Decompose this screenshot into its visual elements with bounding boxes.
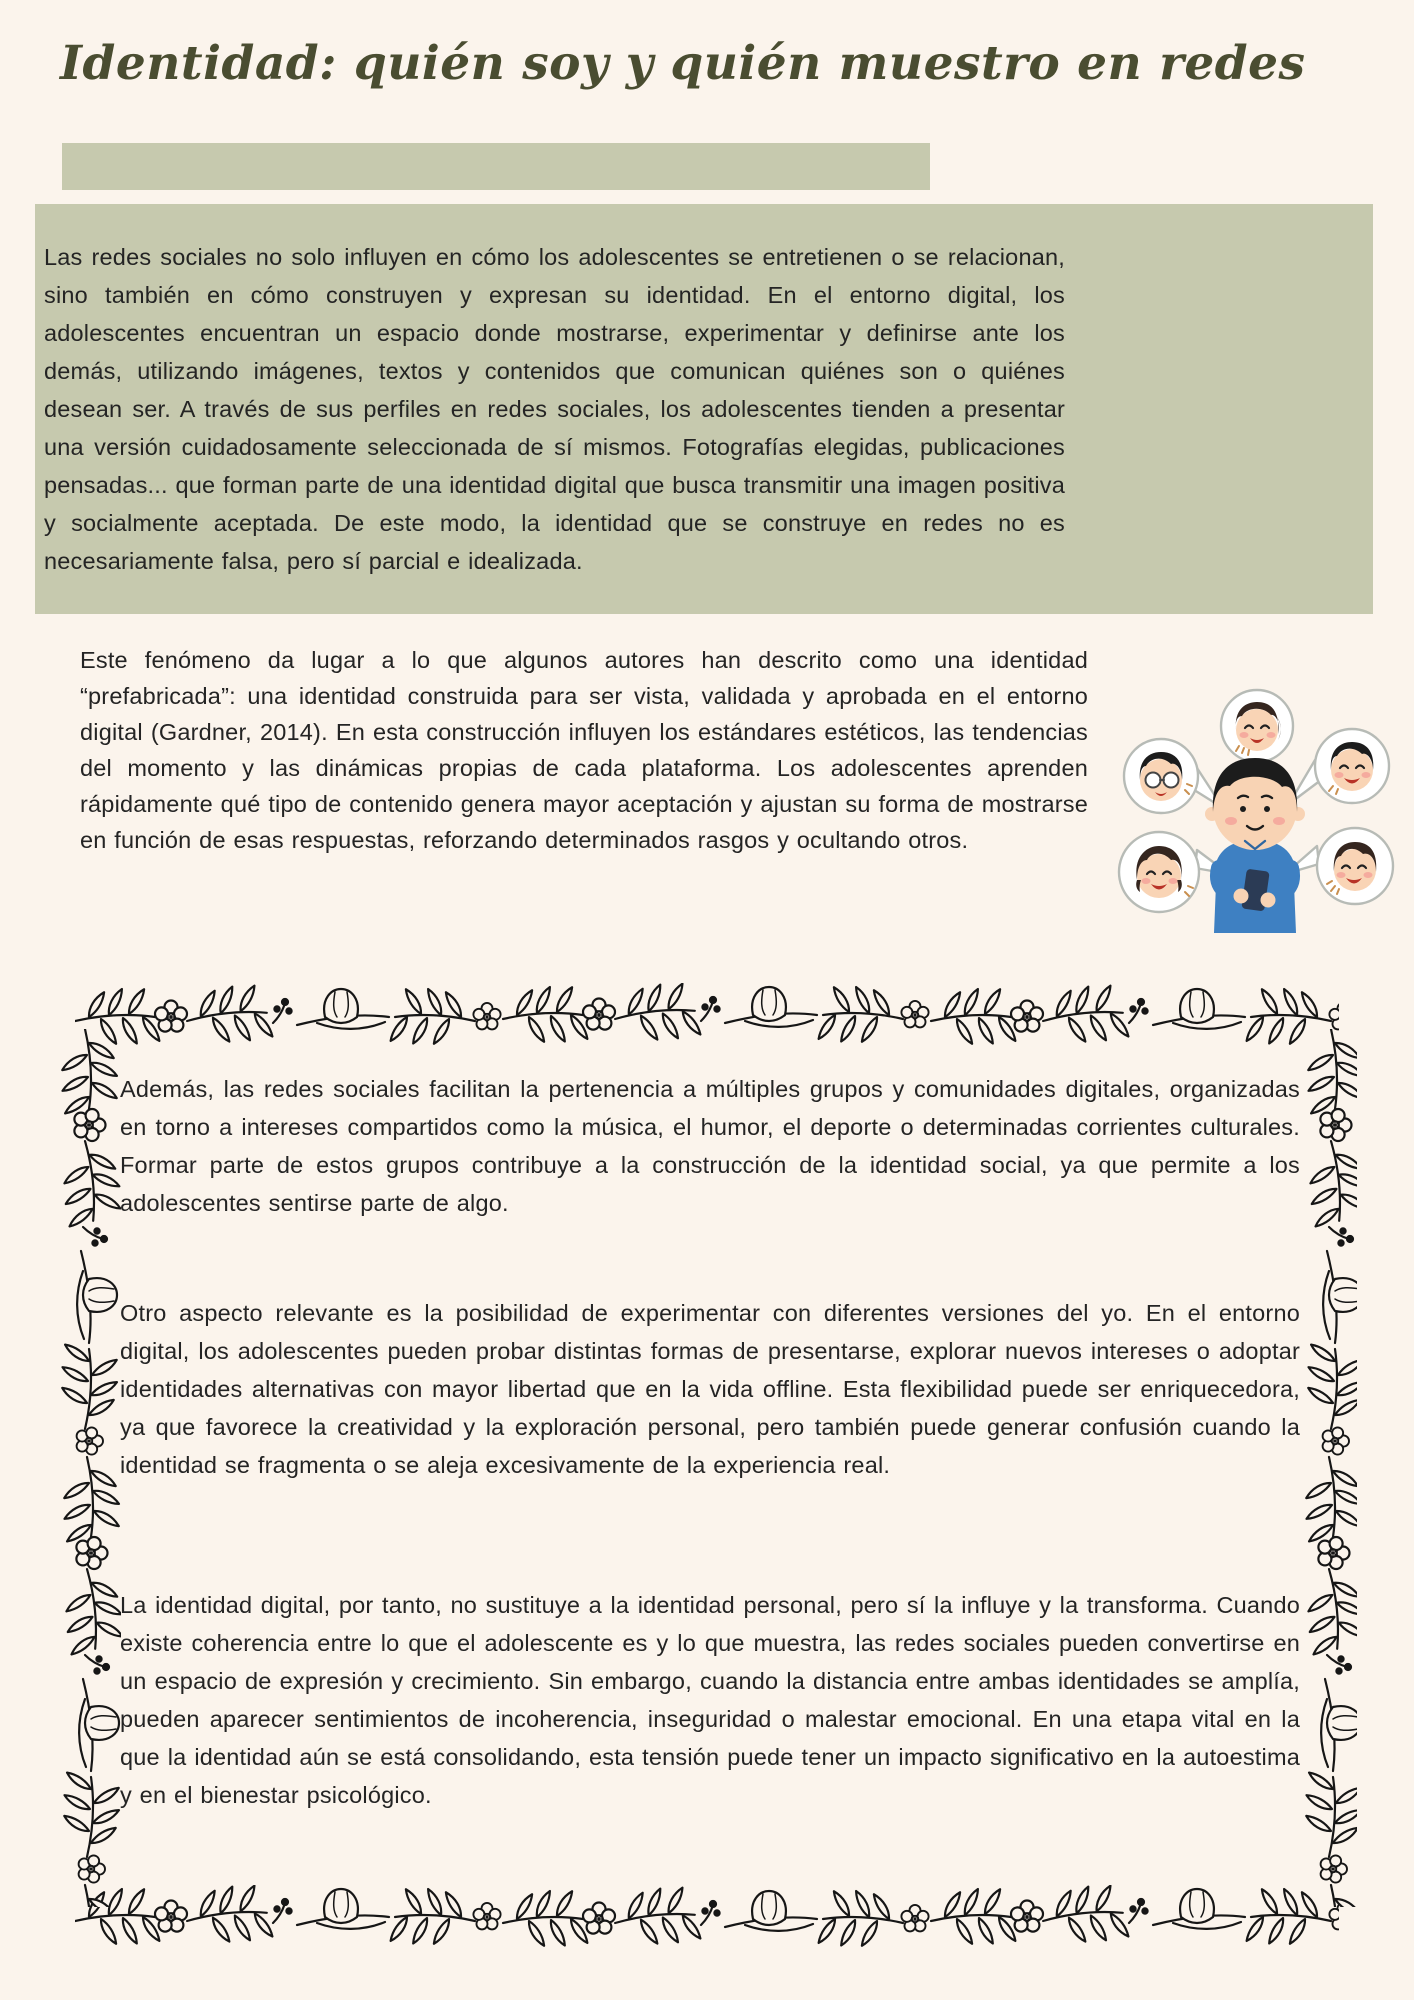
- title-underline-bar: [62, 143, 930, 190]
- intro-paragraph: Las redes sociales no solo influyen en cómo los adolescentes se entretienen o se relacionan, sino también en cómo construyen y expresan su identidad. En el entorno digital, los adolescentes encuentran un espacio donde mostrarse, experimentar y definirse ante los demás, utilizando imágenes, textos y contenidos que comunican quiénes son o quiénes desean ser. A través de sus perfiles en redes sociales, los adolescentes tienden a presentar una versión cuidadosamente seleccionada de sí mismos. Fotografías elegidas, publicaciones pensadas... que forman parte de una identidad digital que busca transmitir una imagen positiva y socialmente aceptada. De este modo, la identidad que se construye en redes no es necesariamente falsa, pero sí parcial e idealizada.: [44, 244, 1065, 574]
- page-title: Identidad: quién soy y quién muestro en redes: [60, 36, 1306, 91]
- digital-identity-paragraph: La identidad digital, por tanto, no sustituye a la identidad personal, pero sí la influye y la transforma. Cuando existe coherencia entre lo que el adolescente es y lo que muestra, las redes sociales pueden convertirse en un espacio de expresión y crecimiento. Sin embargo, cuando la distancia entre ambas identidades se amplía, pueden aparecer sentimientos de incoherencia, inseguridad o malestar emocional. En una etapa vital en la que la identidad aún se está consolidando, esta tensión puede tener un impacto significativo en la autoestima y en el bienestar psicológico.: [120, 1592, 1300, 1808]
- experimentation-paragraph: Otro aspecto relevante es la posibilidad de experimentar con diferentes versiones del yo. En el entorno digital, los adolescentes pueden probar distintas formas de presentarse, explorar nuevos intereses o adoptar identidades alternativas con mayor libertad que en la vida offline. Esta flexibilidad puede ser enriquecedora, ya que favorece la creatividad y la exploración personal, pero también puede generar confusión cuando la identidad se fragmenta o se aleja excesivamente de la experiencia real.: [120, 1300, 1300, 1478]
- teen-phone-social-bubbles-illustration-icon: [1105, 688, 1405, 940]
- intro-highlight-box: [35, 204, 1373, 614]
- prefabricated-identity-paragraph: Este fenómeno da lugar a lo que algunos autores han descrito como una identidad “prefabricada”: una identidad construida para ser vista, validada y aprobada en el entorno digital (Gardner, 2014). En esta construcción influyen los estándares estéticos, las tendencias del momento y las dinámicas propias de cada plataforma. Los adolescentes aprenden rápidamente qué tipo de contenido genera mayor aceptación y ajustan su forma de mostrarse en función de esas respuestas, reforzando determinados rasgos y ocultando otros.: [80, 647, 1088, 853]
- community-paragraph: Además, las redes sociales facilitan la pertenencia a múltiples grupos y comunidades digitales, organizadas en torno a intereses compartidos como la música, el humor, el deporte o determinadas corrientes culturales. Formar parte de estos grupos contribuye a la construcción de la identidad social, ya que permite a los adolescentes sentirse parte de algo.: [120, 1076, 1300, 1216]
- teen-figure: [1205, 758, 1305, 933]
